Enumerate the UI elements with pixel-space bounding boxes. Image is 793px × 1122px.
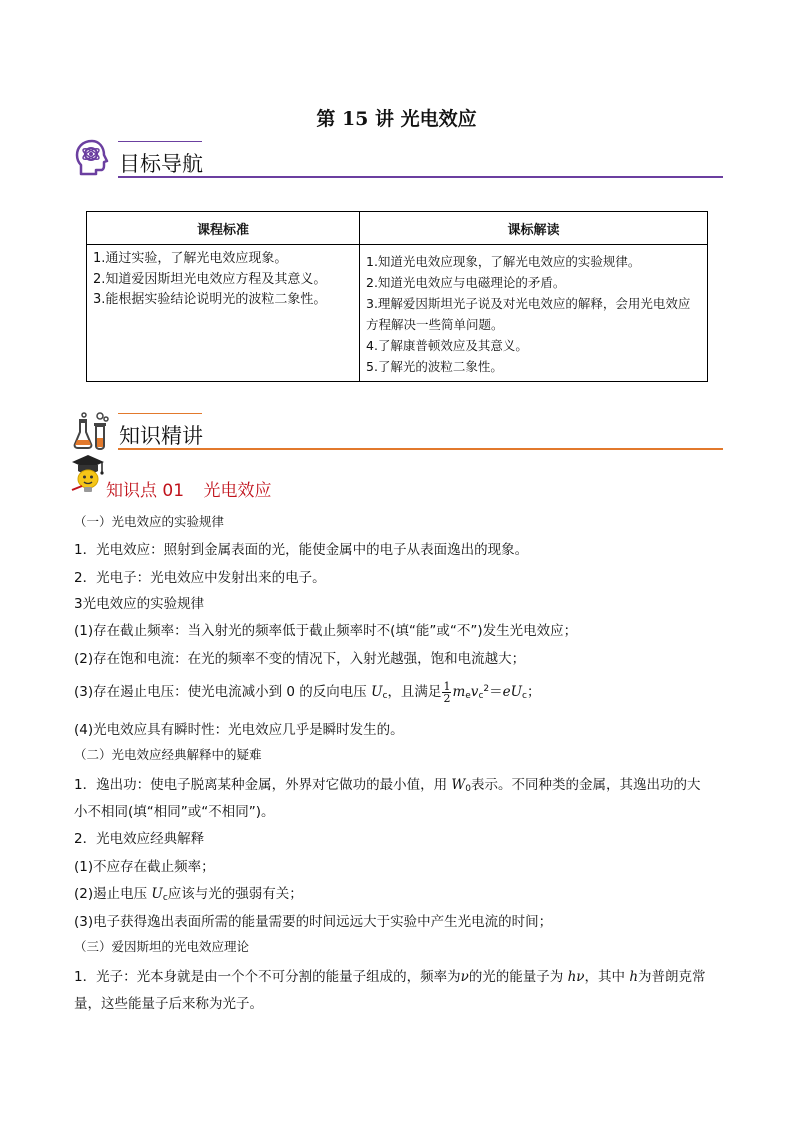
paragraph: (1)不应存在截止频率； bbox=[74, 859, 215, 875]
paragraph: 3光电效应的实验规律 bbox=[74, 596, 205, 612]
text-run: 应该与光的强弱有关； bbox=[167, 886, 303, 902]
interpretation-item: 1.知道光电效应现象，了解光电效应的实验规律。 bbox=[366, 254, 641, 269]
paragraph: 小不相同(填“相同”或“不相同”)。 bbox=[74, 804, 275, 820]
interpretation-item: 3.理解爱因斯坦光子说及对光电效应的解释，会用光电效应方程解决一些简单问题。 bbox=[366, 296, 691, 332]
subscript-0: 0 bbox=[465, 784, 472, 794]
paragraph: 2．光电子：光电效应中发射出来的电子。 bbox=[74, 570, 326, 586]
text-run: 表示。不同种类的金属，其逸出功的大 bbox=[471, 777, 701, 793]
paragraph: 量，这些能量子后来称为光子。 bbox=[74, 996, 263, 1012]
section-knowledge bbox=[72, 410, 724, 454]
symbol-m: m bbox=[452, 684, 466, 700]
section-underline bbox=[118, 176, 723, 178]
symbol-h-nu: hν bbox=[567, 969, 585, 985]
section-top-rule bbox=[118, 141, 202, 142]
symbol-eU: eU bbox=[502, 684, 522, 700]
subscript-c: c bbox=[522, 691, 527, 701]
text-run: 为普朗克常 bbox=[638, 969, 706, 985]
interpretation-item: 2.知道光电效应与电磁理论的矛盾。 bbox=[366, 275, 566, 290]
subscript-c: c bbox=[382, 691, 388, 701]
standard-text: 1.通过实验，了解光电效应现象。 2.知道爱因斯坦光电效应方程及其意义。 3.能根据实验结论说明光的波粒二象性。 bbox=[93, 251, 327, 307]
paragraph: (4)光电效应具有瞬时性：光电效应几乎是瞬时发生的。 bbox=[74, 722, 404, 738]
lab-flasks-icon bbox=[72, 410, 112, 454]
section-top-rule bbox=[118, 413, 202, 414]
paragraph: (3)电子获得逸出表面所需的能量需要的时间远远大于实验中产生光电流的时间； bbox=[74, 914, 553, 930]
subsection-heading: （一）光电效应的实验规律 bbox=[74, 514, 225, 529]
fraction-denominator: 2 bbox=[443, 691, 451, 705]
paragraph: 1．光电效应：照射到金属表面的光，能使金属中的电子从表面逸出的现象。 bbox=[74, 542, 529, 558]
header-interpretation: 课标解读 bbox=[360, 212, 708, 245]
text-run: 的光的能量子为 bbox=[468, 969, 568, 985]
superscript-2: 2 bbox=[483, 684, 490, 694]
subscript-c: c bbox=[162, 893, 168, 903]
subsection-heading: （二）光电效应经典解释中的疑难 bbox=[74, 747, 262, 762]
semicolon: ； bbox=[526, 684, 541, 700]
fraction-numerator: 1 bbox=[443, 679, 451, 693]
paragraph-photon bbox=[74, 965, 706, 985]
section-underline bbox=[118, 448, 723, 450]
subscript-e: e bbox=[465, 691, 471, 701]
paragraph: 2．光电效应经典解释 bbox=[74, 831, 205, 847]
symbol-h: h bbox=[629, 969, 639, 985]
curriculum-table bbox=[86, 211, 708, 382]
knowledge-point-label: 知识点 01 bbox=[106, 481, 185, 501]
interpretation-item: 5.了解光的波粒二象性。 bbox=[366, 359, 503, 374]
table-row bbox=[87, 245, 708, 382]
header-standard: 课程标准 bbox=[87, 212, 360, 245]
equals-sign: ＝ bbox=[489, 684, 503, 700]
fraction-half bbox=[442, 681, 451, 704]
text-run: 1．光子：光本身就是由一个个不可分割的能量子组成的，频率为 bbox=[74, 969, 461, 985]
interpretation-item: 4.了解康普顿效应及其意义。 bbox=[366, 338, 528, 353]
table-header-row bbox=[87, 212, 708, 245]
brain-head-icon bbox=[72, 138, 112, 182]
paragraph-stopping-voltage-classical bbox=[74, 882, 303, 903]
symbol-nu: ν bbox=[460, 969, 469, 985]
text-run: 1．逸出功：使电子脱离某种金属，外界对它做功的最小值，用 bbox=[74, 777, 452, 793]
subsection-heading: （三）爱因斯坦的光电效应理论 bbox=[74, 939, 250, 954]
text-run: ，其中 bbox=[584, 969, 630, 985]
symbol-U: U bbox=[151, 886, 163, 902]
section-heading: 目标导航 bbox=[119, 152, 203, 176]
symbol-W: W bbox=[451, 777, 466, 793]
knowledge-point-name: 光电效应 bbox=[203, 481, 272, 501]
symbol-U: U bbox=[371, 684, 383, 700]
paragraph-work-function bbox=[74, 773, 701, 794]
symbol-v: v bbox=[470, 684, 479, 700]
text-run: (3)存在遏止电压：使光电流减小到 0 的反向电压 bbox=[74, 684, 372, 700]
standard-cell bbox=[87, 245, 360, 382]
section-heading: 知识精讲 bbox=[119, 424, 203, 448]
paragraph-stopping-voltage bbox=[74, 676, 540, 709]
paragraph: (2)存在饱和电流：在光的频率不变的情况下，入射光越强，饱和电流越大； bbox=[74, 651, 526, 667]
section-goal-navigation bbox=[72, 138, 724, 182]
text-run: (2)遏止电压 bbox=[74, 886, 152, 902]
knowledge-point-title bbox=[106, 476, 285, 501]
paragraph: (1)存在截止频率：当入射光的频率低于截止频率时不(填“能”或“不”)发生光电效应； bbox=[74, 623, 578, 639]
graduation-cap-bulb-icon bbox=[68, 452, 106, 500]
page-title: 第 15 讲 光电效应 bbox=[316, 108, 477, 130]
subscript-c: c bbox=[478, 691, 484, 701]
text-run: ，且满足 bbox=[387, 684, 442, 700]
interpretation-cell bbox=[360, 245, 708, 382]
